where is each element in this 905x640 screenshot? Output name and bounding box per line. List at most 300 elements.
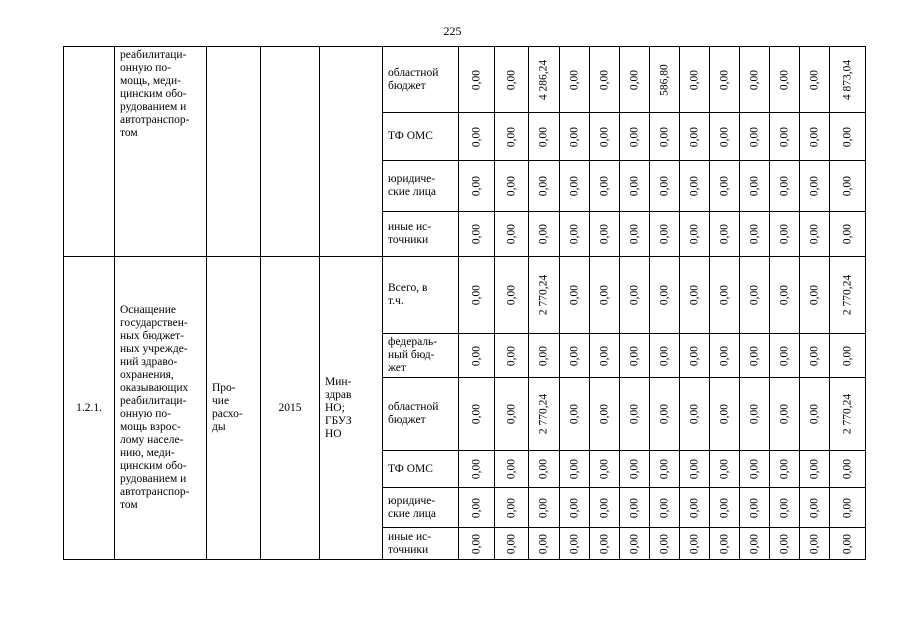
value-text: 0,00 bbox=[537, 533, 550, 554]
value-cell bbox=[590, 334, 620, 378]
value-cell bbox=[800, 257, 830, 334]
value-cell bbox=[830, 378, 866, 451]
value-text: 0,00 bbox=[658, 284, 670, 306]
value-cell bbox=[590, 47, 620, 113]
value-text: 0,00 bbox=[628, 403, 640, 425]
value-cell bbox=[620, 161, 650, 212]
value-cell bbox=[650, 334, 680, 378]
value-text: 0,00 bbox=[568, 175, 580, 197]
value-cell bbox=[800, 451, 830, 488]
value-cell bbox=[770, 113, 800, 161]
value-cell bbox=[560, 47, 590, 113]
value-cell bbox=[529, 161, 560, 212]
value-text: 0,00 bbox=[748, 403, 760, 425]
item-name-cell bbox=[115, 257, 207, 560]
value-cell bbox=[529, 212, 560, 257]
value-cell bbox=[830, 113, 866, 161]
value-cell bbox=[459, 488, 495, 528]
value-cell bbox=[650, 47, 680, 113]
funding-source-cell bbox=[383, 334, 459, 378]
value-cell bbox=[529, 257, 560, 334]
value-text: 0,00 bbox=[505, 126, 517, 147]
value-text: 0,00 bbox=[778, 69, 790, 90]
value-cell bbox=[459, 257, 495, 334]
value-text: 0,00 bbox=[598, 126, 610, 147]
value-cell bbox=[740, 378, 770, 451]
value-cell bbox=[650, 161, 680, 212]
value-cell bbox=[830, 212, 866, 257]
value-text: 0,00 bbox=[841, 345, 853, 366]
value-cell bbox=[830, 257, 866, 334]
value-text: 0,00 bbox=[470, 345, 482, 366]
value-cell bbox=[590, 212, 620, 257]
value-text: 0,00 bbox=[688, 403, 700, 425]
value-cell bbox=[800, 161, 830, 212]
value-text: 0,00 bbox=[628, 533, 640, 554]
value-text: 0,00 bbox=[598, 175, 610, 197]
value-cell bbox=[770, 334, 800, 378]
table-row bbox=[64, 47, 866, 113]
budget-table bbox=[63, 46, 866, 560]
value-text: 0,00 bbox=[658, 533, 670, 554]
value-text: 0,00 bbox=[470, 458, 482, 480]
value-text: 0,00 bbox=[688, 223, 700, 245]
value-cell bbox=[680, 528, 710, 560]
value-text: 0,00 bbox=[628, 69, 640, 90]
value-text: 0,00 bbox=[470, 497, 482, 518]
value-text: 0,00 bbox=[505, 345, 517, 366]
value-cell bbox=[620, 528, 650, 560]
value-cell bbox=[495, 378, 529, 451]
value-text: 0,00 bbox=[628, 345, 640, 366]
value-text: 0,00 bbox=[505, 497, 517, 518]
value-cell bbox=[529, 113, 560, 161]
value-text: 0,00 bbox=[568, 345, 580, 366]
value-cell bbox=[459, 378, 495, 451]
value-cell bbox=[680, 212, 710, 257]
value-cell bbox=[495, 113, 529, 161]
value-text: 0,00 bbox=[688, 458, 700, 480]
value-text: 0,00 bbox=[628, 284, 640, 306]
year: 2015 bbox=[278, 401, 302, 414]
funding-source-cell bbox=[383, 161, 459, 212]
value-text: 0,00 bbox=[598, 458, 610, 480]
value-text: 0,00 bbox=[598, 69, 610, 90]
value-cell bbox=[740, 212, 770, 257]
value-text: 0,00 bbox=[628, 126, 640, 147]
value-cell bbox=[620, 212, 650, 257]
value-cell bbox=[800, 488, 830, 528]
value-cell bbox=[710, 451, 740, 488]
funding-source: областной бюджет bbox=[388, 66, 439, 92]
value-cell bbox=[830, 528, 866, 560]
value-text: 0,00 bbox=[718, 175, 730, 197]
value-text: 0,00 bbox=[808, 403, 820, 425]
value-cell bbox=[560, 488, 590, 528]
value-cell bbox=[770, 212, 800, 257]
value-cell bbox=[830, 47, 866, 113]
value-cell bbox=[495, 528, 529, 560]
funding-source: юридиче- ские лица bbox=[388, 173, 436, 198]
value-text: 0,00 bbox=[658, 175, 670, 197]
value-cell bbox=[529, 378, 560, 451]
value-cell bbox=[495, 47, 529, 113]
value-text: 0,00 bbox=[470, 403, 482, 425]
value-text: 0,00 bbox=[537, 458, 550, 480]
value-cell bbox=[650, 378, 680, 451]
value-text: 0,00 bbox=[778, 126, 790, 147]
value-cell bbox=[650, 113, 680, 161]
value-cell bbox=[740, 47, 770, 113]
value-text: 0,00 bbox=[628, 223, 640, 245]
value-cell bbox=[680, 488, 710, 528]
value-cell bbox=[560, 451, 590, 488]
value-cell bbox=[560, 161, 590, 212]
value-cell bbox=[770, 257, 800, 334]
value-text: 0,00 bbox=[537, 223, 550, 245]
value-cell bbox=[560, 257, 590, 334]
value-text: 0,00 bbox=[748, 223, 760, 245]
item-name: реабилитаци- онную по- мощь, меди- цинским обо- рудованием и автотранспор- том bbox=[120, 49, 190, 139]
value-cell bbox=[459, 113, 495, 161]
value-text: 0,00 bbox=[568, 284, 580, 306]
value-text: 0,00 bbox=[808, 458, 820, 480]
expense-type-cell bbox=[207, 47, 261, 257]
value-cell bbox=[495, 161, 529, 212]
funding-source: Всего, в т.ч. bbox=[388, 282, 428, 307]
funding-source-cell bbox=[383, 113, 459, 161]
value-cell bbox=[710, 161, 740, 212]
value-cell bbox=[680, 378, 710, 451]
value-cell bbox=[495, 257, 529, 334]
funding-source-cell bbox=[383, 257, 459, 334]
value-text: 0,00 bbox=[718, 497, 730, 518]
value-text: 0,00 bbox=[505, 458, 517, 480]
value-cell bbox=[495, 334, 529, 378]
value-text: 0,00 bbox=[470, 223, 482, 245]
value-text: 0,00 bbox=[688, 175, 700, 197]
value-cell bbox=[620, 334, 650, 378]
value-text: 0,00 bbox=[568, 126, 580, 147]
value-text: 0,00 bbox=[808, 175, 820, 197]
value-cell bbox=[459, 47, 495, 113]
value-text: 0,00 bbox=[718, 403, 730, 425]
value-cell bbox=[459, 528, 495, 560]
year-cell bbox=[261, 257, 320, 560]
value-text: 0,00 bbox=[470, 175, 482, 197]
value-text: 2 770,24 bbox=[841, 393, 853, 435]
value-text: 0,00 bbox=[778, 403, 790, 425]
value-text: 0,00 bbox=[778, 533, 790, 554]
funding-source: ТФ ОМС bbox=[388, 130, 433, 142]
value-cell bbox=[680, 334, 710, 378]
value-cell bbox=[590, 451, 620, 488]
value-text: 0,00 bbox=[808, 497, 820, 518]
value-cell bbox=[800, 528, 830, 560]
value-cell bbox=[459, 451, 495, 488]
value-cell bbox=[560, 528, 590, 560]
value-text: 0,00 bbox=[718, 69, 730, 90]
value-cell bbox=[830, 161, 866, 212]
value-text: 0,00 bbox=[628, 497, 640, 518]
value-cell bbox=[740, 113, 770, 161]
funding-source-cell bbox=[383, 451, 459, 488]
value-cell bbox=[459, 334, 495, 378]
value-cell bbox=[770, 528, 800, 560]
funding-source-cell bbox=[383, 212, 459, 257]
value-text: 0,00 bbox=[658, 497, 670, 518]
value-text: 0,00 bbox=[658, 345, 670, 366]
value-text: 0,00 bbox=[778, 497, 790, 518]
value-text: 0,00 bbox=[841, 458, 853, 480]
value-cell bbox=[710, 212, 740, 257]
value-text: 0,00 bbox=[568, 69, 580, 90]
value-text: 2 770,24 bbox=[537, 274, 550, 316]
value-cell bbox=[495, 488, 529, 528]
value-text: 0,00 bbox=[748, 175, 760, 197]
value-text: 0,00 bbox=[718, 126, 730, 147]
value-text: 0,00 bbox=[688, 126, 700, 147]
value-text: 0,00 bbox=[688, 345, 700, 366]
value-cell bbox=[740, 528, 770, 560]
value-text: 0,00 bbox=[598, 497, 610, 518]
value-cell bbox=[740, 257, 770, 334]
value-text: 0,00 bbox=[718, 223, 730, 245]
value-text: 0,00 bbox=[808, 284, 820, 306]
value-text: 0,00 bbox=[658, 223, 670, 245]
value-cell bbox=[770, 47, 800, 113]
value-cell bbox=[770, 488, 800, 528]
value-cell bbox=[560, 334, 590, 378]
value-cell bbox=[800, 334, 830, 378]
value-cell bbox=[740, 161, 770, 212]
value-text: 0,00 bbox=[568, 458, 580, 480]
value-text: 0,00 bbox=[808, 345, 820, 366]
executor-cell bbox=[320, 257, 383, 560]
item-number-cell bbox=[64, 257, 115, 560]
expense-type-cell bbox=[207, 257, 261, 560]
value-text: 0,00 bbox=[841, 223, 853, 245]
year-cell bbox=[261, 47, 320, 257]
value-text: 0,00 bbox=[808, 69, 820, 90]
value-text: 0,00 bbox=[505, 403, 517, 425]
value-cell bbox=[740, 451, 770, 488]
value-cell bbox=[710, 47, 740, 113]
value-text: 0,00 bbox=[505, 69, 517, 90]
value-cell bbox=[495, 451, 529, 488]
table-row bbox=[64, 257, 866, 334]
value-text: 0,00 bbox=[748, 533, 760, 554]
value-text: 2 770,24 bbox=[841, 274, 853, 316]
value-text: 0,00 bbox=[598, 403, 610, 425]
value-cell bbox=[770, 451, 800, 488]
value-text: 0,00 bbox=[598, 533, 610, 554]
value-text: 2 770,24 bbox=[537, 393, 550, 435]
value-text: 0,00 bbox=[748, 126, 760, 147]
page-number: 225 bbox=[443, 24, 462, 38]
value-text: 0,00 bbox=[718, 533, 730, 554]
funding-source-cell bbox=[383, 378, 459, 451]
value-text: 0,00 bbox=[505, 223, 517, 245]
funding-source: областной бюджет bbox=[388, 401, 439, 426]
value-text: 0,00 bbox=[537, 497, 550, 518]
value-text: 0,00 bbox=[808, 533, 820, 554]
value-text: 0,00 bbox=[470, 533, 482, 554]
value-text: 0,00 bbox=[688, 533, 700, 554]
value-text: 0,00 bbox=[537, 345, 550, 366]
value-text: 0,00 bbox=[841, 175, 853, 197]
value-text: 0,00 bbox=[778, 284, 790, 306]
value-text: 0,00 bbox=[808, 126, 820, 147]
funding-source: иные ис- точники bbox=[388, 530, 432, 556]
value-cell bbox=[459, 161, 495, 212]
value-cell bbox=[560, 113, 590, 161]
value-cell bbox=[710, 378, 740, 451]
value-text: 0,00 bbox=[568, 403, 580, 425]
value-text: 0,00 bbox=[505, 284, 517, 306]
item-number: 1.2.1. bbox=[76, 401, 102, 414]
value-cell bbox=[770, 378, 800, 451]
value-cell bbox=[590, 488, 620, 528]
value-cell bbox=[680, 113, 710, 161]
funding-source-cell bbox=[383, 528, 459, 560]
value-cell bbox=[680, 47, 710, 113]
value-cell bbox=[830, 334, 866, 378]
value-text: 0,00 bbox=[688, 69, 700, 90]
value-text: 0,00 bbox=[688, 284, 700, 306]
value-cell bbox=[620, 451, 650, 488]
value-text: 0,00 bbox=[778, 345, 790, 366]
value-text: 0,00 bbox=[470, 69, 482, 90]
value-cell bbox=[650, 488, 680, 528]
value-text: 0,00 bbox=[505, 533, 517, 554]
value-text: 0,00 bbox=[841, 497, 853, 518]
value-text: 0,00 bbox=[658, 126, 670, 147]
value-cell bbox=[770, 161, 800, 212]
value-cell bbox=[529, 47, 560, 113]
value-cell bbox=[740, 488, 770, 528]
value-cell bbox=[620, 378, 650, 451]
value-cell bbox=[650, 212, 680, 257]
value-cell bbox=[529, 488, 560, 528]
value-cell bbox=[800, 113, 830, 161]
value-cell bbox=[650, 451, 680, 488]
value-text: 0,00 bbox=[628, 175, 640, 197]
value-text: 0,00 bbox=[718, 458, 730, 480]
value-text: 0,00 bbox=[748, 497, 760, 518]
value-text: 0,00 bbox=[537, 126, 550, 147]
value-cell bbox=[830, 451, 866, 488]
value-cell bbox=[560, 378, 590, 451]
value-cell bbox=[710, 257, 740, 334]
value-text: 0,00 bbox=[841, 126, 853, 147]
value-cell bbox=[800, 378, 830, 451]
value-cell bbox=[620, 257, 650, 334]
value-text: 0,00 bbox=[808, 223, 820, 245]
value-text: 0,00 bbox=[470, 126, 482, 147]
value-text: 0,00 bbox=[748, 458, 760, 480]
value-cell bbox=[710, 113, 740, 161]
value-cell bbox=[680, 161, 710, 212]
value-text: 0,00 bbox=[718, 284, 730, 306]
value-cell bbox=[800, 47, 830, 113]
value-text: 0,00 bbox=[748, 284, 760, 306]
funding-source: федераль- ный бюд- жет bbox=[388, 336, 438, 374]
item-name-cell bbox=[115, 47, 207, 257]
value-text: 0,00 bbox=[658, 403, 670, 425]
value-cell bbox=[710, 528, 740, 560]
value-text: 0,00 bbox=[470, 284, 482, 306]
value-cell bbox=[650, 257, 680, 334]
value-text: 0,00 bbox=[628, 458, 640, 480]
value-text: 0,00 bbox=[778, 458, 790, 480]
executor: Мин- здрав НО; ГБУЗ НО bbox=[325, 375, 352, 440]
value-text: 0,00 bbox=[778, 175, 790, 197]
value-cell bbox=[590, 113, 620, 161]
value-text: 4 873,04 bbox=[841, 59, 853, 100]
funding-source: юридиче- ские лица bbox=[388, 494, 436, 520]
value-cell bbox=[529, 528, 560, 560]
value-text: 0,00 bbox=[841, 533, 853, 554]
value-cell bbox=[710, 334, 740, 378]
value-text: 0,00 bbox=[598, 284, 610, 306]
value-cell bbox=[590, 528, 620, 560]
value-text: 0,00 bbox=[568, 497, 580, 518]
value-text: 0,00 bbox=[505, 175, 517, 197]
value-text: 0,00 bbox=[568, 533, 580, 554]
value-cell bbox=[459, 212, 495, 257]
value-text: 0,00 bbox=[658, 458, 670, 480]
value-text: 0,00 bbox=[748, 345, 760, 366]
value-text: 0,00 bbox=[568, 223, 580, 245]
value-text: 0,00 bbox=[598, 345, 610, 366]
value-text: 586,80 bbox=[658, 63, 670, 96]
value-cell bbox=[620, 113, 650, 161]
value-cell bbox=[590, 161, 620, 212]
value-text: 0,00 bbox=[598, 223, 610, 245]
funding-source-cell bbox=[383, 488, 459, 528]
value-cell bbox=[800, 212, 830, 257]
item-name: Оснащение государствен- ных бюджет- ных учрежде- ний здраво- охранения, оказывающих реабилитаци- онную по- мощь взрос- лому населе- нию, меди- цинским обо- рудованием и автотранспор- том bbox=[120, 304, 190, 511]
expense-type: Про- чие расхо- ды bbox=[212, 382, 243, 433]
value-cell bbox=[590, 378, 620, 451]
value-cell bbox=[495, 212, 529, 257]
value-text: 0,00 bbox=[778, 223, 790, 245]
value-cell bbox=[740, 334, 770, 378]
value-cell bbox=[560, 212, 590, 257]
value-cell bbox=[680, 451, 710, 488]
value-cell bbox=[680, 257, 710, 334]
value-cell bbox=[590, 257, 620, 334]
value-cell bbox=[830, 488, 866, 528]
value-cell bbox=[620, 488, 650, 528]
value-cell bbox=[620, 47, 650, 113]
value-cell bbox=[529, 334, 560, 378]
funding-source-cell bbox=[383, 47, 459, 113]
item-number-cell bbox=[64, 47, 115, 257]
value-text: 0,00 bbox=[688, 497, 700, 518]
funding-source: ТФ ОМС bbox=[388, 462, 433, 475]
executor-cell bbox=[320, 47, 383, 257]
value-text: 0,00 bbox=[748, 69, 760, 90]
value-text: 0,00 bbox=[718, 345, 730, 366]
value-cell bbox=[710, 488, 740, 528]
value-text: 0,00 bbox=[537, 175, 550, 197]
value-cell bbox=[529, 451, 560, 488]
funding-source: иные ис- точники bbox=[388, 221, 432, 246]
table-body bbox=[64, 47, 866, 560]
value-cell bbox=[650, 528, 680, 560]
